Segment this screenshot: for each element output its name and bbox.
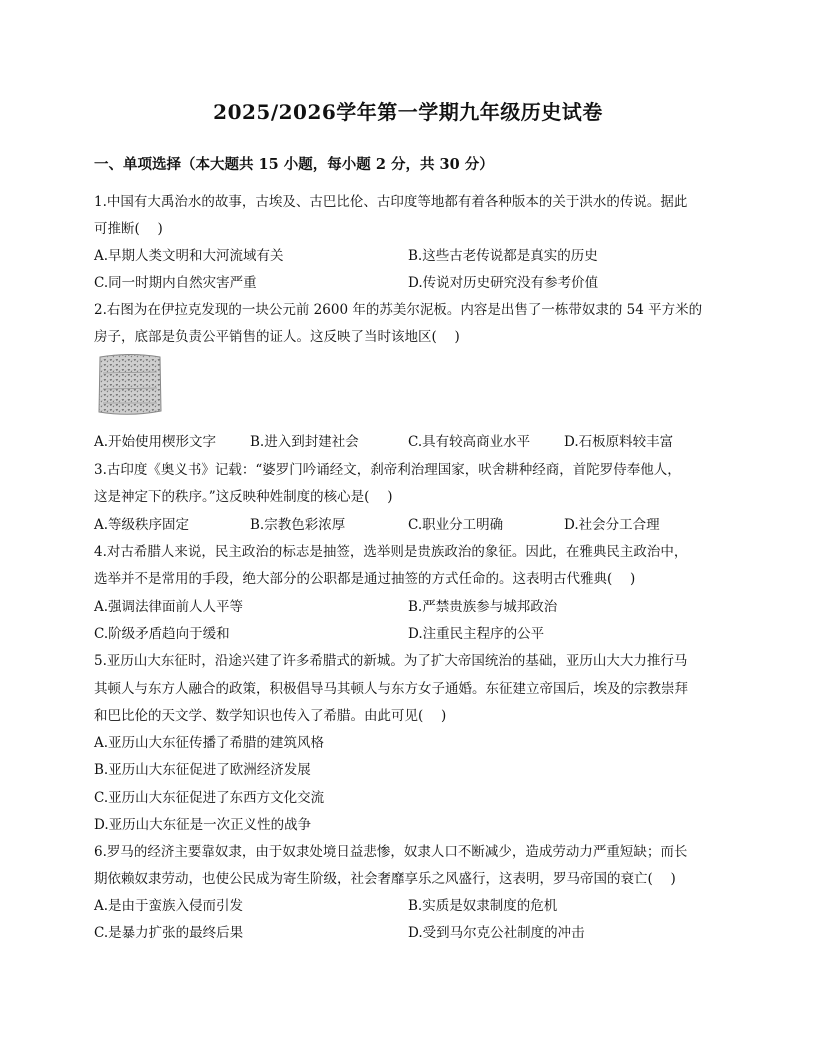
q3-option-b: B.宗教色彩浓厚	[250, 517, 346, 533]
q3-option-c: C.职业分工明确	[408, 517, 504, 533]
q1-option-b: B.这些古老传说都是真实的历史	[408, 248, 598, 264]
q4-stem-line-2: 选举并不是常用的手段，绝大部分的公职都是通过抽签的方式任命的。这表明古代雅典( )	[94, 571, 636, 587]
q6-option-c: C.是暴力扩张的最终后果	[94, 925, 244, 941]
q4-option-a: A.强调法律面前人人平等	[94, 599, 244, 615]
q5-option-d: D.亚历山大东征是一次正义性的战争	[94, 817, 312, 833]
q2-option-d: D.石板原料较丰富	[564, 434, 674, 450]
q6-option-a: A.是由于蛮族入侵而引发	[94, 898, 244, 914]
q5-stem-line-2: 其顿人与东方人融合的政策，积极倡导马其顿人与东方女子通婚。东征建立帝国后，埃及的宗教崇拜	[94, 681, 688, 697]
q2-stem-line-1: 2.右图为在伊拉克发现的一块公元前 2600 年的苏美尔泥板。内容是出售了一栋带奴隶的 54 平方米的	[94, 302, 703, 318]
q4-option-d: D.注重民主程序的公平	[408, 626, 545, 642]
q6-option-b: B.实质是奴隶制度的危机	[408, 898, 558, 914]
clay-tablet-image	[97, 353, 163, 417]
q2-option-b: B.进入到封建社会	[250, 434, 359, 450]
q5-stem-line-3: 和巴比伦的天文学、数学知识也传入了希腊。由此可见( )	[94, 708, 447, 724]
q5-option-c: C.亚历山大东征促进了东西方文化交流	[94, 790, 325, 806]
q1-option-d: D.传说对历史研究没有参考价值	[408, 275, 599, 291]
q5-stem-line-1: 5.亚历山大东征时，沿途兴建了许多希腊式的新城。为了扩大帝国统治的基础，亚历山大大力推行马	[94, 653, 688, 669]
q4-option-b: B.严禁贵族参与城邦政治	[408, 599, 558, 615]
q3-option-a: A.等级秩序固定	[94, 517, 190, 533]
q3-stem-line-2: 这是神定下的秩序。”这反映种姓制度的核心是( )	[94, 489, 393, 505]
section-heading: 一、单项选择（本大题共 15 小题，每小题 2 分，共 30 分）	[94, 156, 494, 173]
q4-stem-line-1: 4.对古希腊人来说，民主政治的标志是抽签，选举则是贵族政治的象征。因此，在雅典民主政治中，	[94, 544, 688, 560]
q6-stem-line-1: 6.罗马的经济主要靠奴隶，由于奴隶处境日益悲惨，奴隶人口不断减少，造成劳动力严重短缺；而长	[94, 844, 688, 860]
q1-option-c: C.同一时期内自然灾害严重	[94, 275, 257, 291]
q2-stem-line-2: 房子，底部是负责公平销售的证人。这反映了当时该地区( )	[94, 329, 460, 345]
q1-stem-line-2: 可推断( )	[94, 221, 163, 237]
q1-option-a: A.早期人类文明和大河流域有关	[94, 248, 284, 264]
q2-option-c: C.具有较高商业水平	[408, 434, 531, 450]
q4-option-c: C.阶级矛盾趋向于缓和	[94, 626, 230, 642]
q6-stem-line-2: 期依赖奴隶劳动，也使公民成为寄生阶级，社会奢靡享乐之风盛行，这表明，罗马帝国的衰亡( )	[94, 871, 676, 887]
q6-option-d: D.受到马尔克公社制度的冲击	[408, 925, 585, 941]
q5-option-a: A.亚历山大东征传播了希腊的建筑风格	[94, 735, 325, 751]
q5-option-b: B.亚历山大东征促进了欧洲经济发展	[94, 762, 311, 778]
q1-stem-line-1: 1.中国有大禹治水的故事，古埃及、古巴比伦、古印度等地都有着各种版本的关于洪水的传说。据此	[94, 194, 688, 210]
exam-title: 2025/2026学年第一学期九年级历史试卷	[213, 100, 603, 124]
q2-option-a: A.开始使用楔形文字	[94, 434, 217, 450]
q3-option-d: D.社会分工合理	[564, 517, 660, 533]
q3-stem-line-1: 3.古印度《奥义书》记载：“婆罗门吟诵经文，刹帝利治理国家，吠舍耕种经商，首陀罗侍奉他人，	[94, 462, 681, 478]
